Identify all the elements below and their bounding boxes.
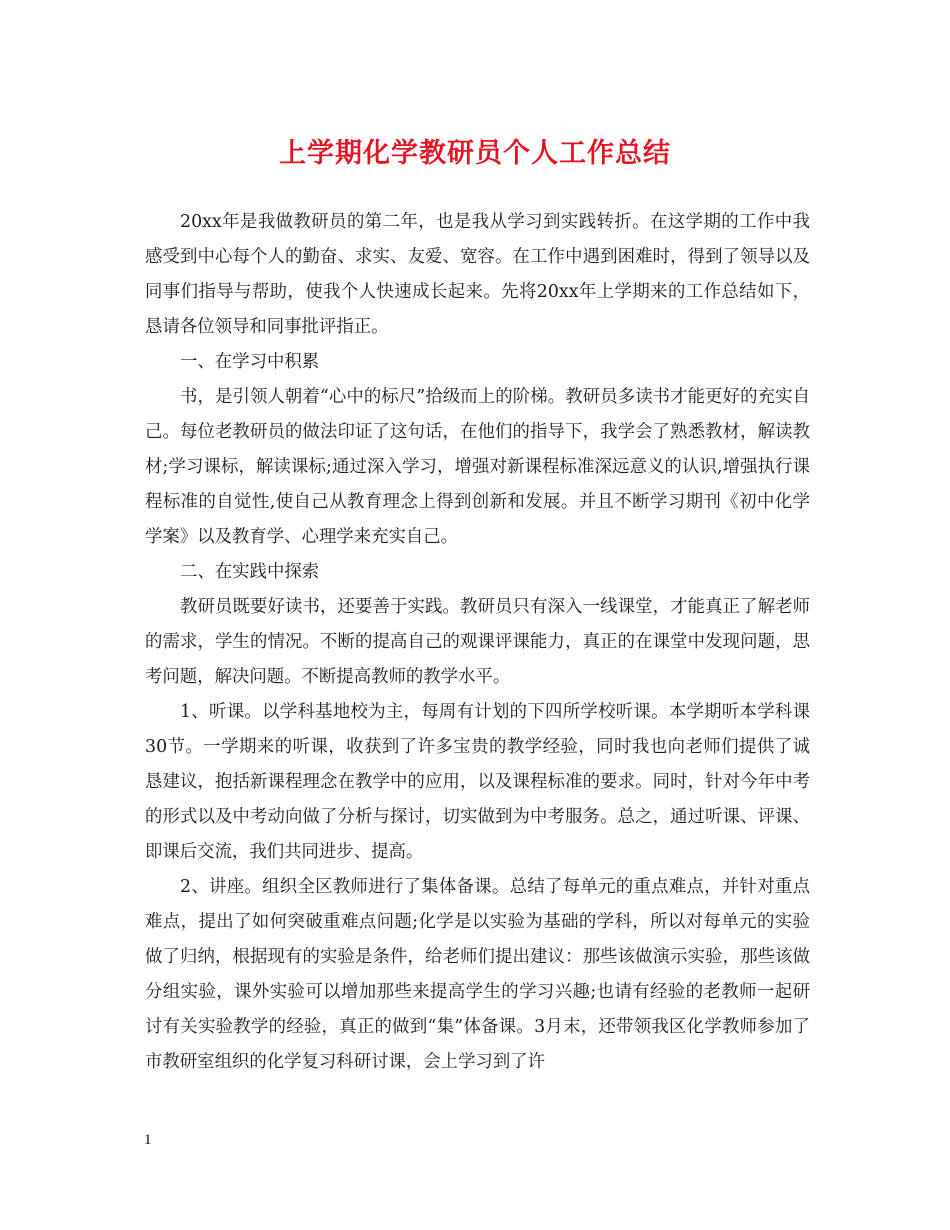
section-heading-learning: 一、在学习中积累: [180, 352, 320, 372]
paragraph-learning: 书，是引领人朝着“心中的标尺”拾级而上的阶梯。教研员多读书才能更好的充实自己。每位老教研员的做法印证了这句话，在他们的指导下，我学会了熟悉教材，解读教材;学习课标，解读课标;通过深入学习，增强对新课程标准深远意义的认识,增强执行课程标准的自觉性,使自己从教育理念上得到创新和发展。并且不断学习期刊《初中化学学案》以及教育学、心理学来充实自己。: [145, 387, 810, 547]
section-heading-practice: 二、在实践中探索: [180, 562, 320, 582]
document-title: 上学期化学教研员个人工作总结: [279, 138, 671, 169]
paragraph-lectures: 2、讲座。组织全区教师进行了集体备课。总结了每单元的重点难点，并针对重点难点，提出了如何突破重难点问题;化学是以实验为基础的学科，所以对每单元的实验做了归纳，根据现有的实验是条件，给老师们提出建议：那些该做演示实验，那些该做分组实验，课外实验可以增加那些来提高学生的学习兴趣;也请有经验的老教师一起研讨有关实验教学的经验，真正的做到“集”体备课。3月末，还带领我区化学教师参加了市教研室组织的化学复习科研讨课，会上学习到了许: [145, 877, 810, 1072]
paragraph-lesson-observation: 1、听课。以学科基地校为主，每周有计划的下四所学校听课。本学期听本学科课30节。一学期来的听课，收获到了许多宝贵的教学经验，同时我也向老师们提供了诚恳建议，抱括新课程理念在教学中的应用，以及课程标准的要求。同时，针对今年中考的形式以及中考动向做了分析与探讨，切实做到为中考服务。总之，通过听课、评课、即课后交流，我们共同进步、提高。: [145, 702, 810, 862]
paragraph-practice: 教研员既要好读书，还要善于实践。教研员只有深入一线课堂，才能真正了解老师的需求，学生的情况。不断的提高自己的观课评课能力，真正的在课堂中发现问题，思考问题，解决问题。不断提高教师的教学水平。: [145, 597, 810, 687]
paragraph-intro: 20xx年是我做教研员的第二年，也是我从学习到实践转折。在这学期的工作中我感受到中心每个人的勤奋、求实、友爱、宽容。在工作中遇到困难时，得到了领导以及同事们指导与帮助，使我个人快速成长起来。先将20xx年上学期来的工作总结如下，恳请各位领导和同事批评指正。: [145, 212, 810, 337]
document-body: [145, 205, 810, 1080]
page-number: 1: [144, 1132, 152, 1148]
